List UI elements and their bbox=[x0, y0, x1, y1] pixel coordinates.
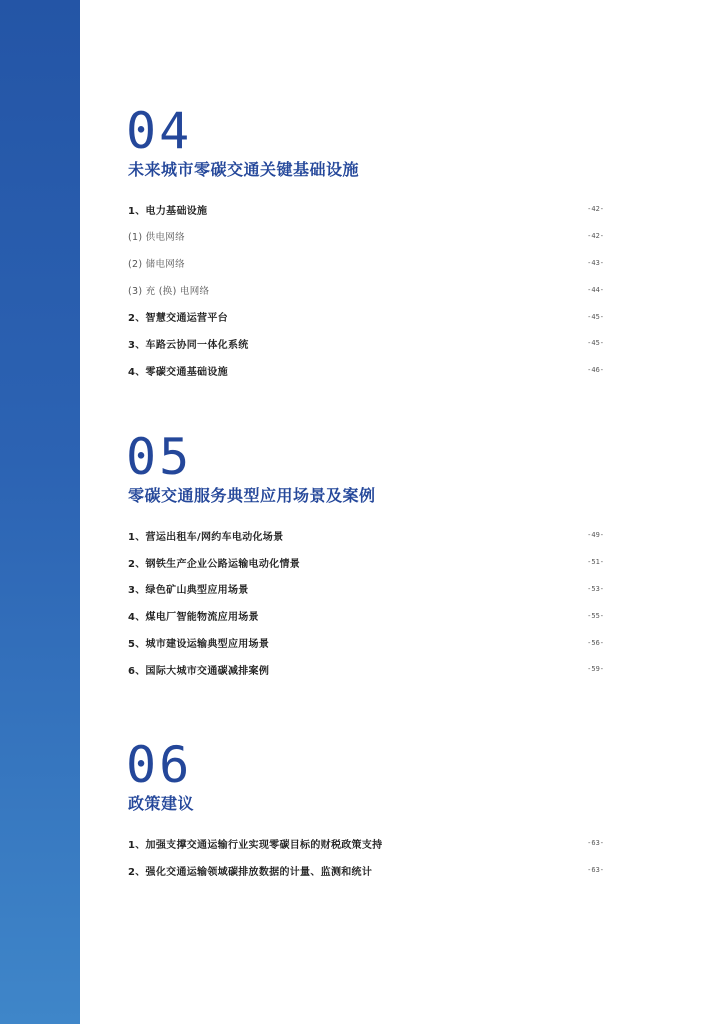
toc-item[interactable] bbox=[128, 522, 606, 549]
toc-item[interactable] bbox=[128, 629, 606, 656]
toc-item[interactable] bbox=[128, 303, 606, 330]
toc-item[interactable] bbox=[128, 330, 606, 357]
toc-item[interactable] bbox=[128, 857, 606, 884]
left-accent-bar bbox=[0, 0, 80, 1024]
toc-item-label: 3、绿色矿山典型应用场景 bbox=[128, 585, 249, 597]
section-number: 05 bbox=[126, 428, 193, 486]
toc-list bbox=[128, 522, 606, 683]
toc-item-page: -63- bbox=[587, 866, 604, 875]
toc-item[interactable] bbox=[128, 196, 606, 223]
section-06 bbox=[126, 736, 606, 884]
toc-item-label: 1、营运出租车/网约车电动化场景 bbox=[128, 531, 284, 543]
toc-item-label: (1) 供电网络 bbox=[128, 232, 185, 244]
toc-item-label: 1、加强支撑交通运输行业实现零碳目标的财税政策支持 bbox=[128, 839, 383, 851]
section-04 bbox=[126, 102, 606, 384]
toc-item-page: -56- bbox=[587, 638, 604, 647]
section-05 bbox=[126, 428, 606, 683]
toc-item[interactable] bbox=[128, 656, 606, 683]
toc-item-page: -45- bbox=[587, 312, 604, 321]
toc-item-label: 2、钢铁生产企业公路运输电动化情景 bbox=[128, 558, 301, 570]
toc-list bbox=[128, 196, 606, 384]
toc-item-page: -51- bbox=[587, 558, 604, 567]
toc-item-label: (2) 储电网络 bbox=[128, 258, 185, 270]
section-title: 零碳交通服务典型应用场景及案例 bbox=[128, 486, 376, 505]
section-number: 04 bbox=[126, 102, 193, 160]
toc-item-label: (3) 充 (换) 电网络 bbox=[128, 285, 210, 297]
toc-item-label: 5、城市建设运输典型应用场景 bbox=[128, 639, 270, 651]
toc-item-label: 1、电力基础设施 bbox=[128, 205, 208, 217]
toc-subitem[interactable] bbox=[128, 223, 606, 250]
toc-item-page: -42- bbox=[587, 205, 604, 214]
section-number: 06 bbox=[126, 736, 193, 794]
toc-item[interactable] bbox=[128, 576, 606, 603]
toc-item-page: -55- bbox=[587, 611, 604, 620]
toc-item[interactable] bbox=[128, 549, 606, 576]
toc-item-page: -53- bbox=[587, 584, 604, 593]
toc-item-page: -44- bbox=[587, 285, 604, 294]
toc-item-label: 3、车路云协同一体化系统 bbox=[128, 339, 249, 351]
toc-item-label: 6、国际大城市交通碳减排案例 bbox=[128, 665, 270, 677]
section-title: 政策建议 bbox=[128, 794, 195, 813]
toc-item-page: -59- bbox=[587, 665, 604, 674]
toc-item-page: -63- bbox=[587, 839, 604, 848]
toc-list bbox=[128, 830, 606, 884]
toc-item[interactable] bbox=[128, 357, 606, 384]
toc-item-page: -42- bbox=[587, 232, 604, 241]
toc-item[interactable] bbox=[128, 602, 606, 629]
toc-item-label: 2、强化交通运输领域碳排放数据的计量、监测和统计 bbox=[128, 866, 373, 878]
toc-item-page: -46- bbox=[587, 366, 604, 375]
toc-item[interactable] bbox=[128, 830, 606, 857]
toc-item-page: -43- bbox=[587, 258, 604, 267]
toc-item-label: 4、煤电厂智能物流应用场景 bbox=[128, 612, 259, 624]
toc-item-page: -45- bbox=[587, 339, 604, 348]
section-title: 未来城市零碳交通关键基础设施 bbox=[128, 160, 360, 179]
toc-subitem[interactable] bbox=[128, 250, 606, 277]
toc-item-label: 4、零碳交通基础设施 bbox=[128, 366, 228, 378]
toc-item-label: 2、智慧交通运营平台 bbox=[128, 313, 228, 325]
toc-item-page: -49- bbox=[587, 531, 604, 540]
toc-subitem[interactable] bbox=[128, 276, 606, 303]
